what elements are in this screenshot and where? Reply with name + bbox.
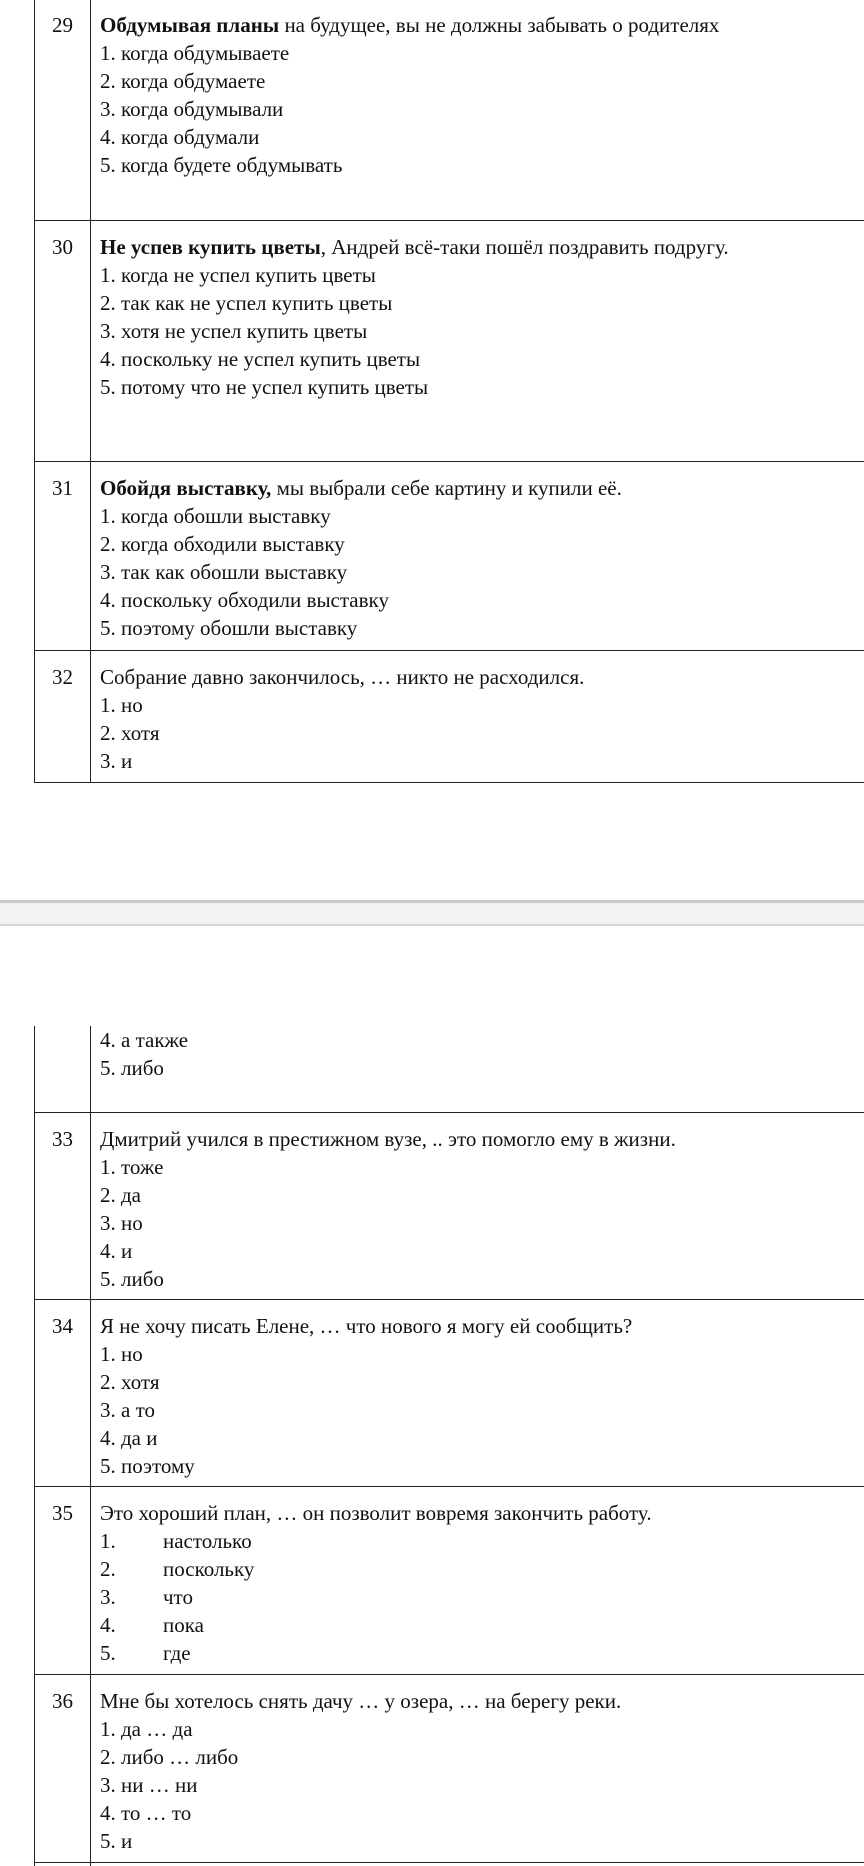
option: 2. когда обдумаете (100, 69, 266, 93)
option: 2. когда обходили выставку (100, 532, 345, 556)
question-text: Это хороший план, … он позволит вовремя закончить работу. (100, 1500, 652, 1525)
question-cell (91, 1674, 864, 1862)
option: 4. поскольку не успел купить цветы (100, 347, 421, 371)
option-text: где (163, 1640, 191, 1665)
option (100, 1639, 864, 1667)
question-text: Мне бы хотелось снять дачу … у озера, … на берегу реки. (100, 1688, 622, 1713)
option: 5. поэтому (100, 1453, 195, 1478)
question-bold: Обойдя выставку, (100, 476, 272, 500)
questions-table-2 (34, 1026, 864, 1866)
option: 5. либо (100, 1056, 164, 1080)
option-text: пока (163, 1612, 204, 1637)
option: 4. то … то (100, 1800, 192, 1825)
question-number: 35 (35, 1486, 91, 1674)
option-number: 1. (100, 1528, 116, 1553)
option (100, 1527, 864, 1555)
table-row (35, 1112, 864, 1299)
option: 3. а то (100, 1397, 155, 1422)
option: 1. тоже (100, 1154, 164, 1179)
option: 5. потому что не успел купить цветы (100, 375, 429, 399)
table-row-continuation (35, 1026, 864, 1112)
option: 3. так как обошли выставку (100, 560, 348, 584)
option: 1. да … да (100, 1716, 193, 1741)
option: 3. ни … ни (100, 1772, 198, 1797)
option: 1. но (100, 1341, 143, 1366)
option: 5. когда будете обдумывать (100, 153, 343, 177)
option: 3. когда обдумывали (100, 97, 284, 121)
option: 2. хотя (100, 1369, 160, 1394)
question-text: Я не хочу писать Елене, … что нового я могу ей сообщить? (100, 1313, 633, 1338)
question-cell (91, 221, 864, 462)
option (100, 1611, 864, 1639)
table-row (35, 1862, 864, 1866)
question-number (35, 1026, 91, 1112)
table-row (35, 221, 864, 462)
option: 2. так как не успел купить цветы (100, 291, 393, 315)
table-row (35, 1674, 864, 1862)
table-row (35, 0, 864, 221)
question-rest: на будущее, вы не должны забывать о родителях (279, 13, 720, 37)
question-number: 31 (35, 462, 91, 651)
question-text (100, 474, 864, 502)
option: 4. поскольку обходили выставку (100, 588, 389, 612)
question-number: 30 (35, 221, 91, 462)
document-page-2 (0, 960, 864, 1866)
table-row (35, 1486, 864, 1674)
questions-table-1 (34, 0, 864, 783)
document-page-1 (0, 0, 864, 905)
question-cell (91, 0, 864, 221)
option (100, 1555, 864, 1583)
option: 2. да (100, 1182, 142, 1207)
option: 1. когда обдумываете (100, 41, 290, 65)
question-rest: мы выбрали себе картину и купили её. (271, 476, 622, 500)
question-bold: Обдумывая планы (100, 13, 280, 37)
option-number: 5. (100, 1640, 116, 1665)
question-rest: , Андрей всё-таки пошёл поздравить подругу. (320, 235, 729, 259)
question-cell (91, 1299, 864, 1486)
option: 3. и (100, 749, 133, 773)
table-row (35, 651, 864, 783)
question-text: Собрание давно закончилось, … никто не расходился. (100, 665, 585, 689)
option: 2. либо … либо (100, 1744, 239, 1769)
option: 3. хотя не успел купить цветы (100, 319, 368, 343)
option-number: 3. (100, 1584, 116, 1609)
option: 3. но (100, 1210, 143, 1235)
question-cell (91, 462, 864, 651)
question-number: 36 (35, 1674, 91, 1862)
option (100, 1583, 864, 1611)
option: 5. поэтому обошли выставку (100, 616, 358, 640)
option-text: поскольку (163, 1556, 255, 1581)
question-text (100, 233, 864, 261)
table-row (35, 462, 864, 651)
question-number: 32 (35, 651, 91, 783)
question-cell (91, 651, 864, 783)
question-cell (91, 1862, 864, 1866)
question-text: Дмитрий учился в престижном вузе, .. это помогло ему в жизни. (100, 1126, 676, 1151)
question-number: 33 (35, 1112, 91, 1299)
question-text (100, 11, 864, 39)
option-text: что (163, 1584, 193, 1609)
option-number: 2. (100, 1556, 116, 1581)
option: 1. когда не успел купить цветы (100, 263, 376, 287)
question-cell (91, 1026, 864, 1112)
table-row (35, 1299, 864, 1486)
question-number: 34 (35, 1299, 91, 1486)
option-number: 4. (100, 1612, 116, 1637)
option: 2. хотя (100, 721, 160, 745)
option: 1. но (100, 693, 143, 717)
option: 4. а также (100, 1028, 189, 1052)
question-number: 29 (35, 0, 91, 221)
option: 4. когда обдумали (100, 125, 260, 149)
option: 4. и (100, 1238, 133, 1263)
option: 4. да и (100, 1425, 158, 1450)
option-text: настолько (163, 1528, 252, 1553)
question-number (35, 1862, 91, 1866)
question-cell (91, 1486, 864, 1674)
option: 5. либо (100, 1266, 164, 1291)
question-cell (91, 1112, 864, 1299)
option: 5. и (100, 1828, 133, 1853)
option: 1. когда обошли выставку (100, 504, 331, 528)
page-separator (0, 900, 864, 926)
question-bold: Не успев купить цветы (100, 235, 321, 259)
